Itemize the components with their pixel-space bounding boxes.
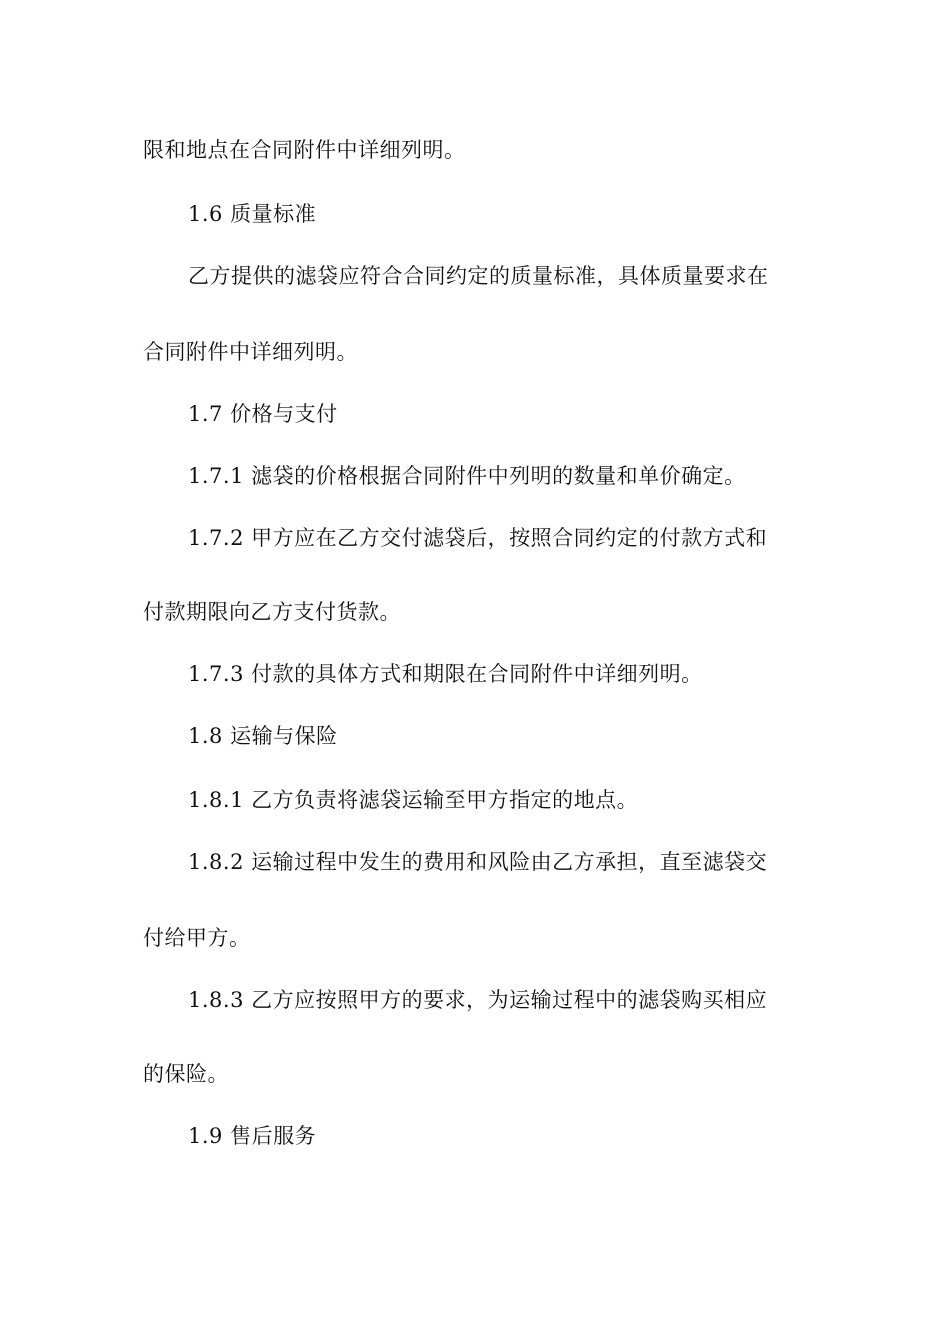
clause-1-7-2: 1.7.2 甲方应在乙方交付滤袋后，按照合同约定的付款方式和 bbox=[188, 526, 768, 550]
section-heading-1-7: 1.7 价格与支付 bbox=[188, 402, 338, 426]
clause-1-8-2: 1.8.2 运输过程中发生的费用和风险由乙方承担，直至滤袋交 bbox=[188, 850, 768, 874]
section-heading-1-8: 1.8 运输与保险 bbox=[188, 724, 338, 748]
clause-1-8-3: 1.8.3 乙方应按照甲方的要求，为运输过程中的滤袋购买相应 bbox=[188, 988, 768, 1012]
clause-1-8-1: 1.8.1 乙方负责将滤袋运输至甲方指定的地点。 bbox=[188, 788, 639, 812]
section-heading-1-9: 1.9 售后服务 bbox=[188, 1124, 317, 1148]
clause-1-7-3: 1.7.3 付款的具体方式和期限在合同附件中详细列明。 bbox=[188, 662, 703, 686]
section-heading-1-6: 1.6 质量标准 bbox=[188, 202, 317, 226]
paragraph-line: 限和地点在合同附件中详细列明。 bbox=[143, 138, 466, 162]
paragraph-line: 的保险。 bbox=[143, 1062, 229, 1086]
paragraph-line: 乙方提供的滤袋应符合合同约定的质量标准，具体质量要求在 bbox=[188, 264, 769, 288]
paragraph-line: 付给甲方。 bbox=[143, 926, 251, 950]
paragraph-line: 付款期限向乙方支付货款。 bbox=[143, 600, 401, 624]
clause-1-7-1: 1.7.1 滤袋的价格根据合同附件中列明的数量和单价确定。 bbox=[188, 464, 746, 488]
paragraph-line: 合同附件中详细列明。 bbox=[143, 340, 358, 364]
